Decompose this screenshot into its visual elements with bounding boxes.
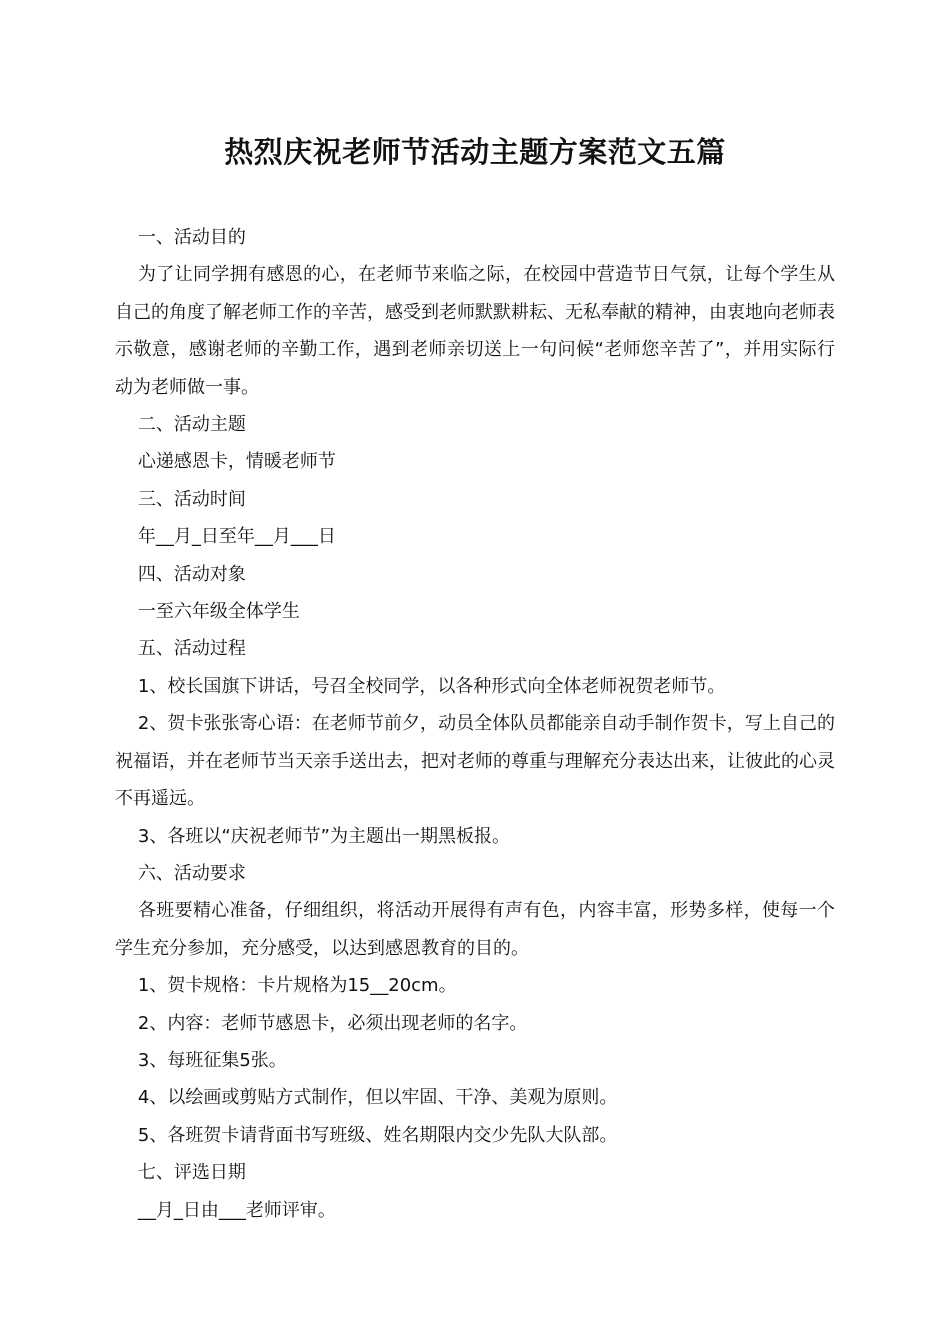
paragraph-judging-date: __月_日由___老师评审。 (137, 1199, 336, 1221)
heading-time: 三、活动时间 (137, 488, 246, 510)
list-item-requirement-5: 5、各班贺卡请背面书写班级、姓名期限内交少先队大队部。 (137, 1124, 618, 1146)
heading-process: 五、活动过程 (137, 638, 246, 660)
list-item-process-1: 1、校长国旗下讲话，号召全校同学，以各种形式向全体老师祝贺老师节。 (137, 675, 726, 697)
list-item-requirement-1: 1、贺卡规格：卡片规格为15__20cm。 (137, 975, 457, 997)
document-body (115, 219, 835, 1229)
heading-judging-date: 七、评选日期 (137, 1162, 246, 1184)
paragraph-theme: 心递感恩卡，情暖老师节 (137, 451, 336, 473)
paragraph-time: 年__月_日至年__月___日 (137, 526, 336, 548)
paragraph-audience: 一至六年级全体学生 (137, 601, 300, 623)
list-item-process-2: 2、贺卡张张寄心语：在老师节前夕，动员全体队员都能亲自动手制作贺卡，写上自己的祝福语，并在老师节当天亲手送出去，把对老师的尊重与理解充分表达出来，让彼此的心灵不再遥远。 (115, 713, 835, 810)
heading-purpose: 一、活动目的 (137, 227, 246, 248)
list-item-requirement-3: 3、每班征集5张。 (137, 1049, 287, 1071)
heading-theme: 二、活动主题 (137, 414, 246, 436)
paragraph-requirements: 各班要精心准备，仔细组织，将活动开展得有声有色，内容丰富，形势多样，使每一个学生充分参加，充分感受，以达到感恩教育的目的。 (115, 900, 835, 959)
document-title: 热烈庆祝老师节活动主题方案范文五篇 (224, 135, 726, 169)
paragraph-purpose: 为了让同学拥有感恩的心，在老师节来临之际，在校园中营造节日气氛，让每个学生从自己的角度了解老师工作的辛苦，感受到老师默默耕耘、无私奉献的精神，由衷地向老师表示敬意，感谢老师的辛勤工作，遇到老师亲切送上一句问候“老师您辛苦了”，并用实际行动为老师做一事。 (115, 264, 835, 398)
heading-audience: 四、活动对象 (137, 563, 246, 585)
list-item-requirement-2: 2、内容：老师节感恩卡，必须出现老师的名字。 (137, 1012, 528, 1034)
heading-requirements: 六、活动要求 (137, 862, 246, 884)
list-item-process-3: 3、各班以“庆祝老师节”为主题出一期黑板报。 (137, 825, 510, 847)
list-item-requirement-4: 4、以绘画或剪贴方式制作，但以牢固、干净、美观为原则。 (137, 1087, 618, 1109)
